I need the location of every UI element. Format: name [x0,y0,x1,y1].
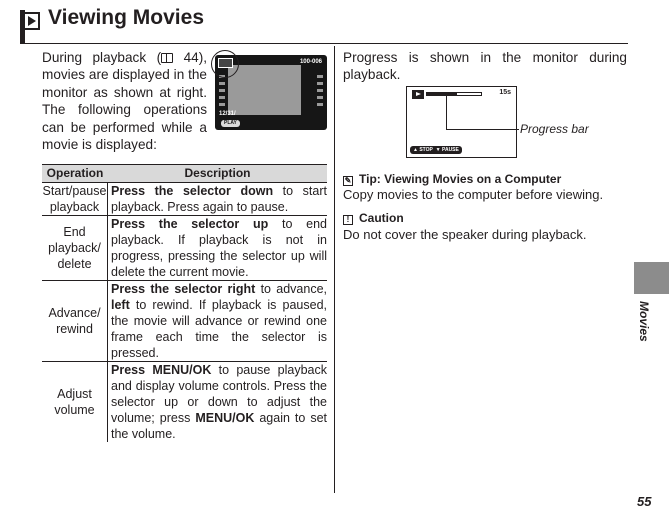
callout-line [446,96,447,130]
column-divider [334,46,335,493]
caution-title: Caution [359,211,404,225]
progress-intro: Progress is shown in the monitor during playback. [343,50,627,83]
intro-page-reference: 44 [183,50,199,65]
description-cell [108,281,327,361]
caution-body: Do not cover the speaker during playback. [343,227,587,242]
camera-indicator [219,82,225,85]
tip-body: Copy movies to the computer before viewing. [343,187,604,202]
table-row [42,216,327,281]
description-bold: Press the selector right [111,282,256,296]
description-text: again to set the volume. [111,411,327,441]
description-bold: Press MENU/OK [111,363,212,377]
progress-bar-fill [427,93,457,95]
tip-title: Tip: Viewing Movies on a Computer [359,172,562,186]
intro-text-end: ), movies are displayed in the monitor as shown at right. The following operations can be performed while a movie is displayed: [42,50,208,153]
description-text: to advance, [255,282,327,296]
camera-indicator [317,89,323,92]
tip-heading [343,172,561,186]
description-text: to pause playback and display volume controls. Press the selector up or down to adjust the volume; press [111,363,327,425]
description-text: to end playback. If playback is not in progress, pressing the selector up will delete the current movie. [111,217,327,279]
description-bold: Press the selector down [111,184,274,198]
callout-line [446,129,519,130]
section-tab [634,262,669,294]
intro-text-start: During playback ( [42,50,162,65]
section-label: Movies [637,301,651,342]
camera-indicator [317,96,323,99]
caution-heading [343,211,404,225]
table-row [42,183,327,216]
movie-icon-highlight-circle [211,50,239,78]
operation-cell: Start/pause playback [42,184,107,214]
page-title: Viewing Movies [48,6,204,29]
monitor-illustration [406,86,517,158]
playback-controls-guide: ▲ STOP ▼ PAUSE [410,146,462,154]
operation-cell: Adjust volume [42,362,108,442]
operation-header: Operation [46,166,104,180]
frame-counter: 100-006 [299,59,322,65]
play-label: PLAY [221,120,240,127]
camera-indicator [317,82,323,85]
description-text: to rewind. If playback is paused, the movie will advance or rewind one frame each time the selector is pressed. [111,298,327,360]
camera-indicator [219,96,225,99]
progress-bar-label: Progress bar [520,122,589,136]
intro-paragraph [42,49,207,153]
pause-label: PAUSE [442,147,459,153]
operations-table [42,164,327,442]
stop-label: STOP [419,147,433,153]
elapsed-time: 15s [499,89,511,96]
description-bold: left [111,298,130,312]
table-row [42,362,327,442]
description-cell [108,216,327,280]
camera-indicator [317,75,323,78]
description-cell [108,362,327,442]
playback-mode-icon [22,12,40,30]
description-bold: MENU/OK [195,411,255,425]
tip-icon: ✎ [344,176,352,185]
description-bold: Press the selector up [111,217,269,231]
description-header: Description [184,166,251,180]
description-text: to start playback. Press again to pause. [111,184,327,214]
operation-cell: End playback/ delete [42,216,108,280]
camera-indicator [219,103,225,106]
camera-indicator [219,89,225,92]
page-reference-icon [161,53,173,63]
operation-cell: Advance/ rewind [42,281,108,361]
playback-date: 12/31/ [219,111,236,117]
playback-icon [412,90,424,99]
table-row [42,281,327,362]
camera-image-area [228,65,301,115]
caution-icon: ! [343,215,353,225]
description-cell [108,183,327,215]
camera-indicator [317,103,323,106]
progress-bar [426,92,482,96]
table-header [42,164,327,183]
page-number: 55 [637,494,652,509]
